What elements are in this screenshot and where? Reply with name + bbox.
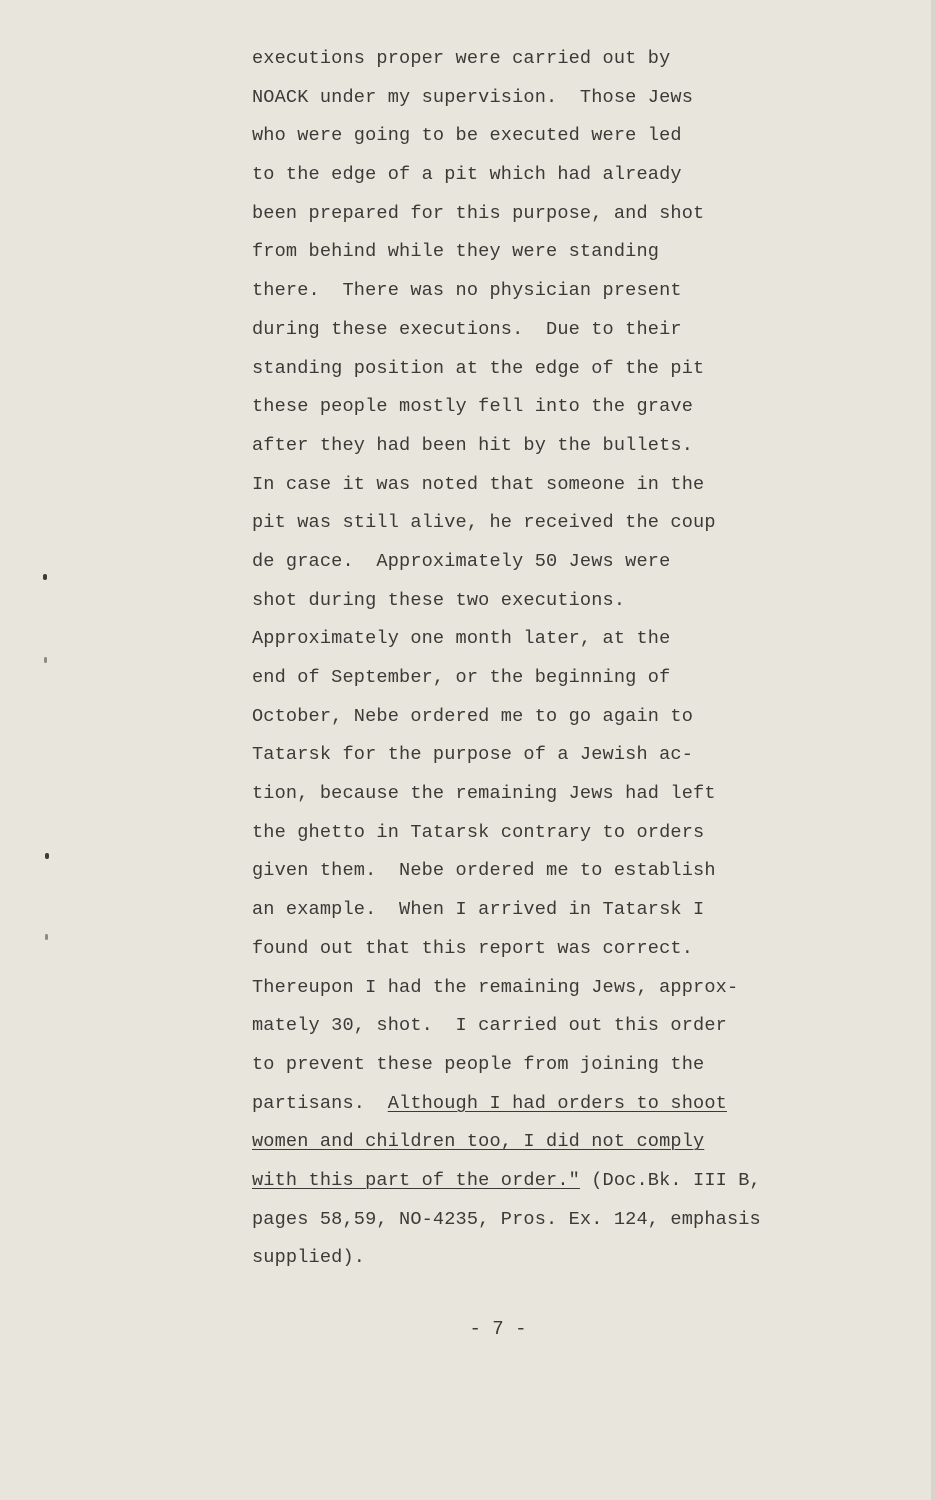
text-line: executions proper were carried out by <box>252 48 671 69</box>
text-line: Approximately one month later, at the <box>252 628 671 650</box>
underlined-emphasis: Although I had orders to shoot <box>387 1092 727 1114</box>
text-line-mixed <box>252 1085 812 1124</box>
text-line: shot during these two executions. <box>252 589 626 611</box>
text-line: these people mostly fell into the grave <box>252 396 694 418</box>
text-line-mixed <box>252 1162 812 1201</box>
text-line: de grace. Approximately 50 Jews were <box>252 550 671 572</box>
text-line: tion, because the remaining Jews had left <box>252 783 716 805</box>
text-line: given them. Nebe ordered me to establish <box>252 860 716 882</box>
margin-mark-2 <box>44 657 47 663</box>
text-line: there. There was no physician present <box>252 280 682 302</box>
text-line: the ghetto in Tatarsk contrary to orders <box>252 821 705 843</box>
text-run: (Doc.Bk. III B, <box>579 1169 761 1191</box>
margin-mark-4 <box>45 934 48 940</box>
text-line: after they had been hit by the bullets. <box>252 434 694 456</box>
text-line: to the edge of a pit which had already <box>252 164 682 186</box>
text-run: partisans. <box>252 1092 388 1114</box>
text-line: during these executions. Due to their <box>252 318 682 340</box>
text-line: pit was still alive, he received the coup <box>252 512 716 534</box>
text-line: who were going to be executed were led <box>252 125 682 147</box>
text-line: pages 58,59, NO-4235, Pros. Ex. 124, emphasis <box>252 1208 761 1230</box>
text-line: from behind while they were standing <box>252 241 660 263</box>
text-line: standing position at the edge of the pit <box>252 357 705 379</box>
margin-mark-3 <box>45 853 49 859</box>
margin-mark-1 <box>43 574 47 580</box>
text-line: been prepared for this purpose, and shot <box>252 202 705 224</box>
text-line: an example. When I arrived in Tatarsk I <box>252 899 705 921</box>
page-number: - 7 - <box>469 1318 527 1340</box>
page-edge-shadow <box>931 0 936 1500</box>
text-line: Tatarsk for the purpose of a Jewish ac- <box>252 744 694 766</box>
text-line: to prevent these people from joining the <box>252 1053 705 1075</box>
text-line: Thereupon I had the remaining Jews, approx- <box>252 976 739 998</box>
underlined-emphasis: women and children too, I did not comply <box>252 1131 705 1153</box>
text-line: NOACK under my supervision. Those Jews <box>252 86 694 108</box>
underlined-emphasis: with this part of the order." <box>252 1169 580 1191</box>
text-line: October, Nebe ordered me to go again to <box>252 705 694 727</box>
text-line: mately 30, shot. I carried out this order <box>252 1015 727 1037</box>
text-line: In case it was noted that someone in the <box>252 473 705 495</box>
text-line: supplied). <box>252 1247 366 1269</box>
typed-body-text <box>252 40 812 1278</box>
text-line: found out that this report was correct. <box>252 937 694 959</box>
text-line: end of September, or the beginning of <box>252 667 671 688</box>
text-line-mixed <box>252 1123 812 1162</box>
